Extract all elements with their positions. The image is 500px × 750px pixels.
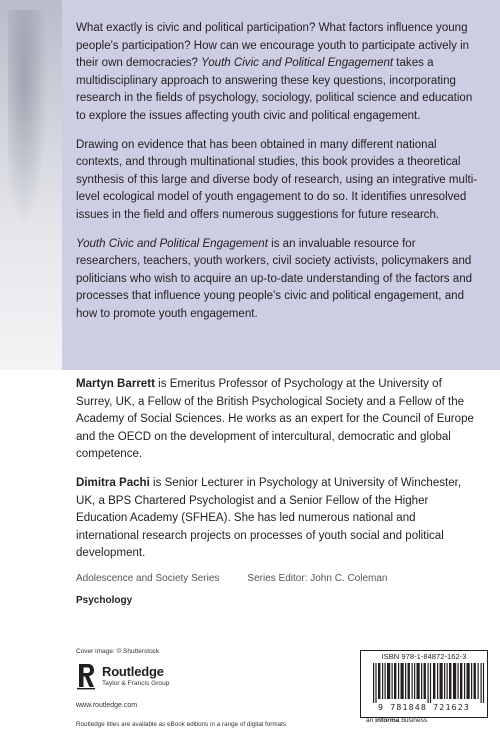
informa-brand: informa [375,717,400,724]
description-panel [62,0,500,370]
description-text-span: takes a multidisciplinary approach to answering these key questions, incorporating research in the fields of psychology, sociology, political science and education to explore the issues affecting youth civic and political engagement. [76,57,473,122]
description-paragraph-3 [76,236,481,324]
description-text-span: What exactly is civic and political participation? What factors influence young people's participation? How can we encourage youth to participate actively in their own democracies? [76,22,470,70]
routledge-logo-icon [76,662,96,690]
informa-pre: an [366,717,376,724]
book-title-italic: Youth Civic and Political Engagement [76,237,268,250]
isbn-barcode [360,650,488,718]
description-text [76,20,481,335]
informa-post: business [399,717,428,724]
cover-photo-strip [0,0,62,370]
publisher-website[interactable]: www.routledge.com [76,702,138,709]
barcode-digits: 9 781848 721623 [378,702,470,712]
subject-category: Psychology [76,595,133,606]
publisher-group: Taylor & Francis Group [102,680,170,687]
book-title-italic: Youth Civic and Political Engagement [201,57,394,70]
author-bio-2 [76,475,481,563]
description-paragraph-2: Drawing on evidence that has been obtained in many different national contexts, and through multinational studies, this book provides a theoretical synthesis of this large and diverse body of research, using an integrative multi-level ecological model of youth engagement to do so. It identifies unresolved issues in the field and offers numerous suggestions for future research. [76,138,478,221]
barcode-icon [373,663,485,703]
ebook-note: Routledge titles are available as eBook editions in a range of digital formats [76,721,287,728]
author-name: Dimitra Pachi [76,476,150,489]
description-paragraph-1 [76,20,481,126]
isbn-label: ISBN 978-1-84872-162-3 [381,652,467,661]
series-name: Adolescence and Society Series [76,573,220,584]
publisher-name: Routledge [102,664,164,679]
publisher-logo [76,662,226,698]
description-text-span: is an invaluable resource for researchers, teachers, youth workers, civil society activists, policymakers and politicians who wish to acquire an up-to-date understanding of the factors and processes that influence young people's civic and political engagement, and how to promote youth engagement. [76,237,473,320]
informa-business-tag [366,717,427,724]
series-line [76,573,416,584]
author-name: Martyn Barrett [76,378,155,390]
author-bio-text: is Senior Lecturer in Psychology at University of Winchester, UK, a BPS Chartered Psychologist and a Senior Fellow of the Higher Education Academy (SFHEA). She has led numerous national and international research projects on processes of youth social and political development. [76,476,462,560]
series-editor: Series Editor: John C. Coleman [247,573,388,584]
cover-image-credit: Cover image: © Shutterstock [76,648,160,655]
author-bios [76,376,481,574]
author-bio-1 [76,376,481,464]
author-bio-text: is Emeritus Professor of Psychology at the University of Surrey, UK, a Fellow of the British Psychological Society and a Fellow of the Academy of Social Sciences. He works as an expert for the Council of Europe and the OECD on the development of intercultural, democratic and global competence. [76,378,474,461]
